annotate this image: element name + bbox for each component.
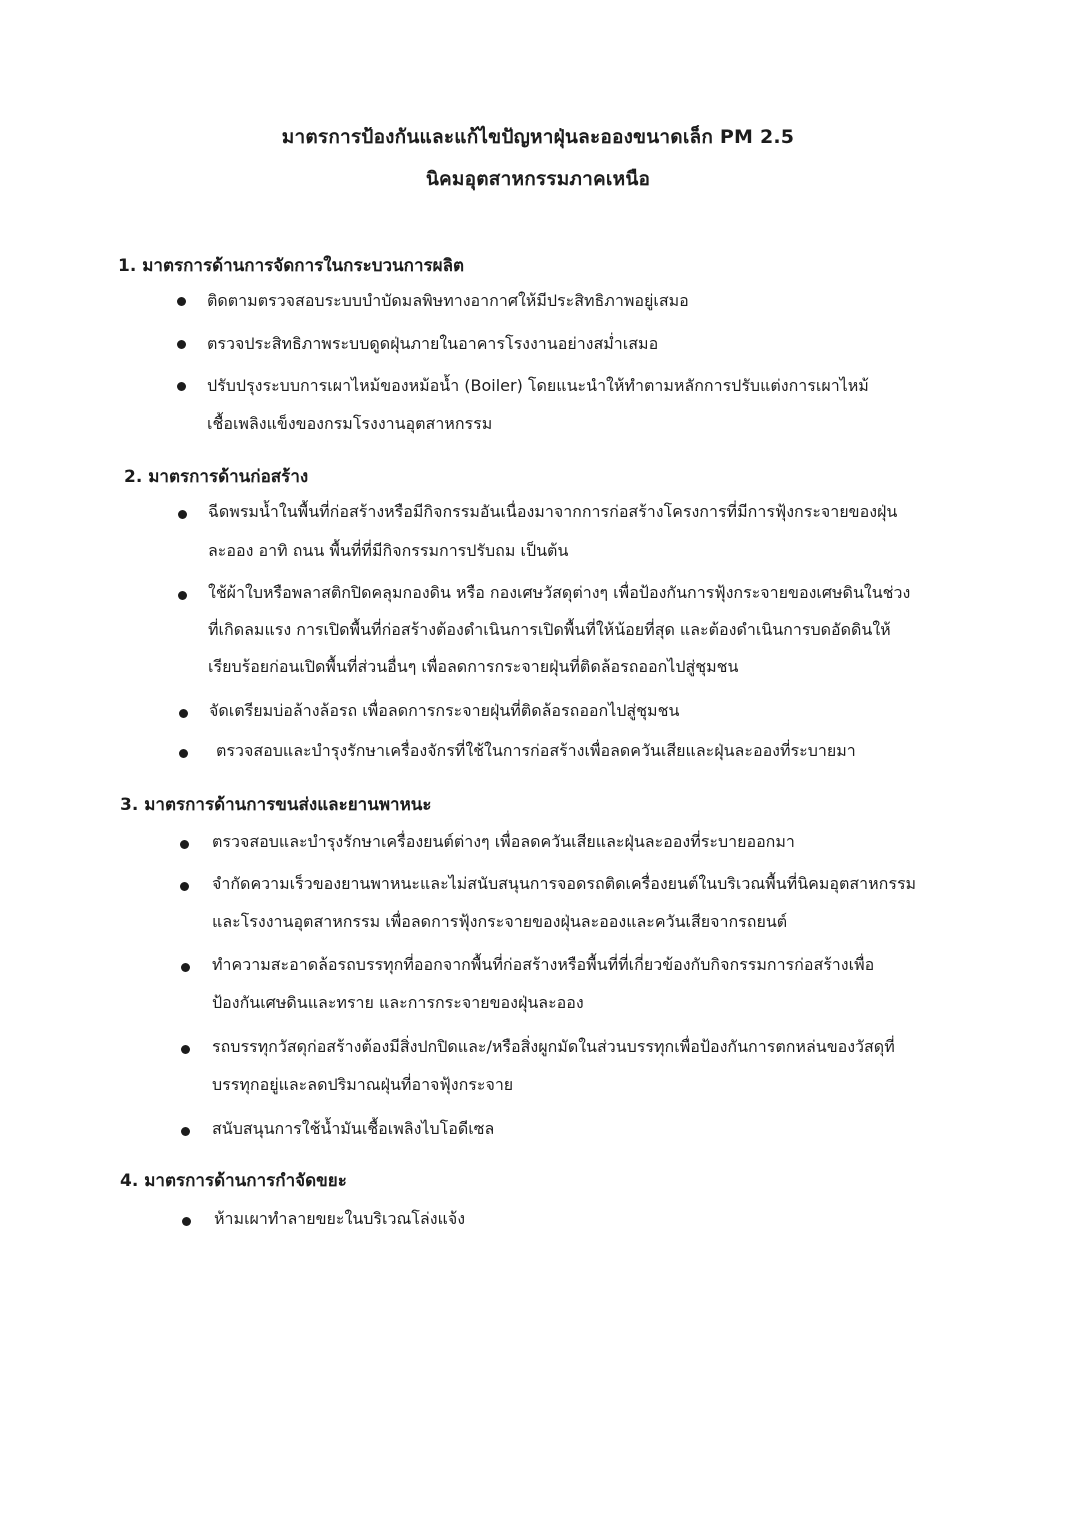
list-item-continuation: เชื้อเพลิงแข็งของกรมโรงงานอุตสาหกรรม	[207, 414, 493, 433]
bullet-icon	[178, 591, 187, 600]
bullet-icon	[179, 709, 188, 718]
list-item: สนับสนุนการใช้น้ำมันเชื้อเพลิงไบโอดีเซล	[212, 1119, 495, 1138]
list-item: ใช้ผ้าใบหรือพลาสติกปิดคลุมกองดิน หรือ กองเศษวัสดุต่างๆ เพื่อป้องกันการฟุ้งกระจายของเศษดินในช่วง	[208, 583, 911, 602]
list-item-continuation: ที่เกิดลมแรง การเปิดพื้นที่ก่อสร้างต้องดำเนินการเปิดพื้นที่ให้น้อยที่สุด และต้องดำเนินการบดอัดดินให้	[208, 620, 891, 639]
section-heading: 4. มาตรการด้านการกำจัดขยะ	[120, 1171, 347, 1191]
bullet-icon	[182, 1217, 191, 1226]
section-heading: 1. มาตรการด้านการจัดการในกระบวนการผลิต	[118, 256, 465, 276]
bullet-icon	[177, 297, 186, 306]
document-title: มาตรการป้องกันและแก้ไขปัญหาฝุ่นละอองขนาดเล็ก PM 2.5	[281, 126, 795, 148]
bullet-icon	[178, 510, 187, 519]
list-item: ติดตามตรวจสอบระบบบำบัดมลพิษทางอากาศให้มีประสิทธิภาพอยู่เสมอ	[207, 291, 689, 310]
list-item: ปรับปรุงระบบการเผาไหม้ของหม้อน้ำ (Boiler) โดยแนะนำให้ทำตามหลักการปรับแต่งการเผาไหม้	[207, 376, 869, 395]
list-item: ฉีดพรมน้ำในพื้นที่ก่อสร้างหรือมีกิจกรรมอันเนื่องมาจากการก่อสร้างโครงการที่มีการฟุ้งกระจายของฝุ่น	[208, 502, 898, 521]
list-item-continuation: ละออง อาทิ ถนน พื้นที่ที่มีกิจกรรมการปรับถม เป็นต้น	[208, 541, 569, 560]
list-item-continuation: บรรทุกอยู่และลดปริมาณฝุ่นที่อาจฟุ้งกระจาย	[212, 1075, 514, 1094]
document-subtitle: นิคมอุตสาหกรรมภาคเหนือ	[425, 168, 651, 190]
bullet-icon	[181, 1127, 190, 1136]
list-item: ตรวจสอบและบำรุงรักษาเครื่องจักรที่ใช้ในการก่อสร้างเพื่อลดควันเสียและฝุ่นละอองที่ระบายมา	[216, 741, 856, 760]
list-item: รถบรรทุกวัสดุก่อสร้างต้องมีสิ่งปกปิดและ/หรือสิ่งผูกมัดในส่วนบรรทุกเพื่อป้องกันการตกหล่นของวัสดุที่	[212, 1037, 895, 1056]
bullet-icon	[179, 749, 188, 758]
bullet-icon	[180, 840, 189, 849]
list-item: ทำความสะอาดล้อรถบรรทุกที่ออกจากพื้นที่ก่อสร้างหรือพื้นที่ที่เกี่ยวข้องกับกิจกรรมการก่อสร้างเพื่อ	[212, 955, 875, 974]
list-item: ตรวจสอบและบำรุงรักษาเครื่องยนต์ต่างๆ เพื่อลดควันเสียและฝุ่นละอองที่ระบายออกมา	[212, 832, 795, 851]
bullet-icon	[181, 963, 190, 972]
list-item: ห้ามเผาทำลายขยะในบริเวณโล่งแจ้ง	[214, 1209, 466, 1228]
list-item: จัดเตรียมบ่อล้างล้อรถ เพื่อลดการกระจายฝุ่นที่ติดล้อรถออกไปสู่ชุมชน	[209, 701, 680, 720]
bullet-icon	[177, 382, 186, 391]
list-item-continuation: ป้องกันเศษดินและทราย และการกระจายของฝุ่นละออง	[212, 993, 584, 1012]
list-item-continuation: และโรงงานอุตสาหกรรม เพื่อลดการฟุ้งกระจายของฝุ่นละอองและควันเสียจากรถยนต์	[212, 912, 788, 931]
list-item: จำกัดความเร็วของยานพาหนะและไม่สนับสนุนการจอดรถติดเครื่องยนต์ในบริเวณพื้นที่นิคมอุตสาหกรรม	[212, 874, 917, 893]
bullet-icon	[177, 340, 186, 349]
section-heading: 2. มาตรการด้านก่อสร้าง	[124, 467, 309, 487]
list-item-continuation: เรียบร้อยก่อนเปิดพื้นที่ส่วนอื่นๆ เพื่อลดการกระจายฝุ่นที่ติดล้อรถออกไปสู่ชุมชน	[208, 657, 739, 676]
bullet-icon	[180, 882, 189, 891]
section-heading: 3. มาตรการด้านการขนส่งและยานพาหนะ	[120, 795, 432, 815]
list-item: ตรวจประสิทธิภาพระบบดูดฝุ่นภายในอาคารโรงงานอย่างสม่ำเสมอ	[207, 334, 659, 353]
bullet-icon	[181, 1045, 190, 1054]
